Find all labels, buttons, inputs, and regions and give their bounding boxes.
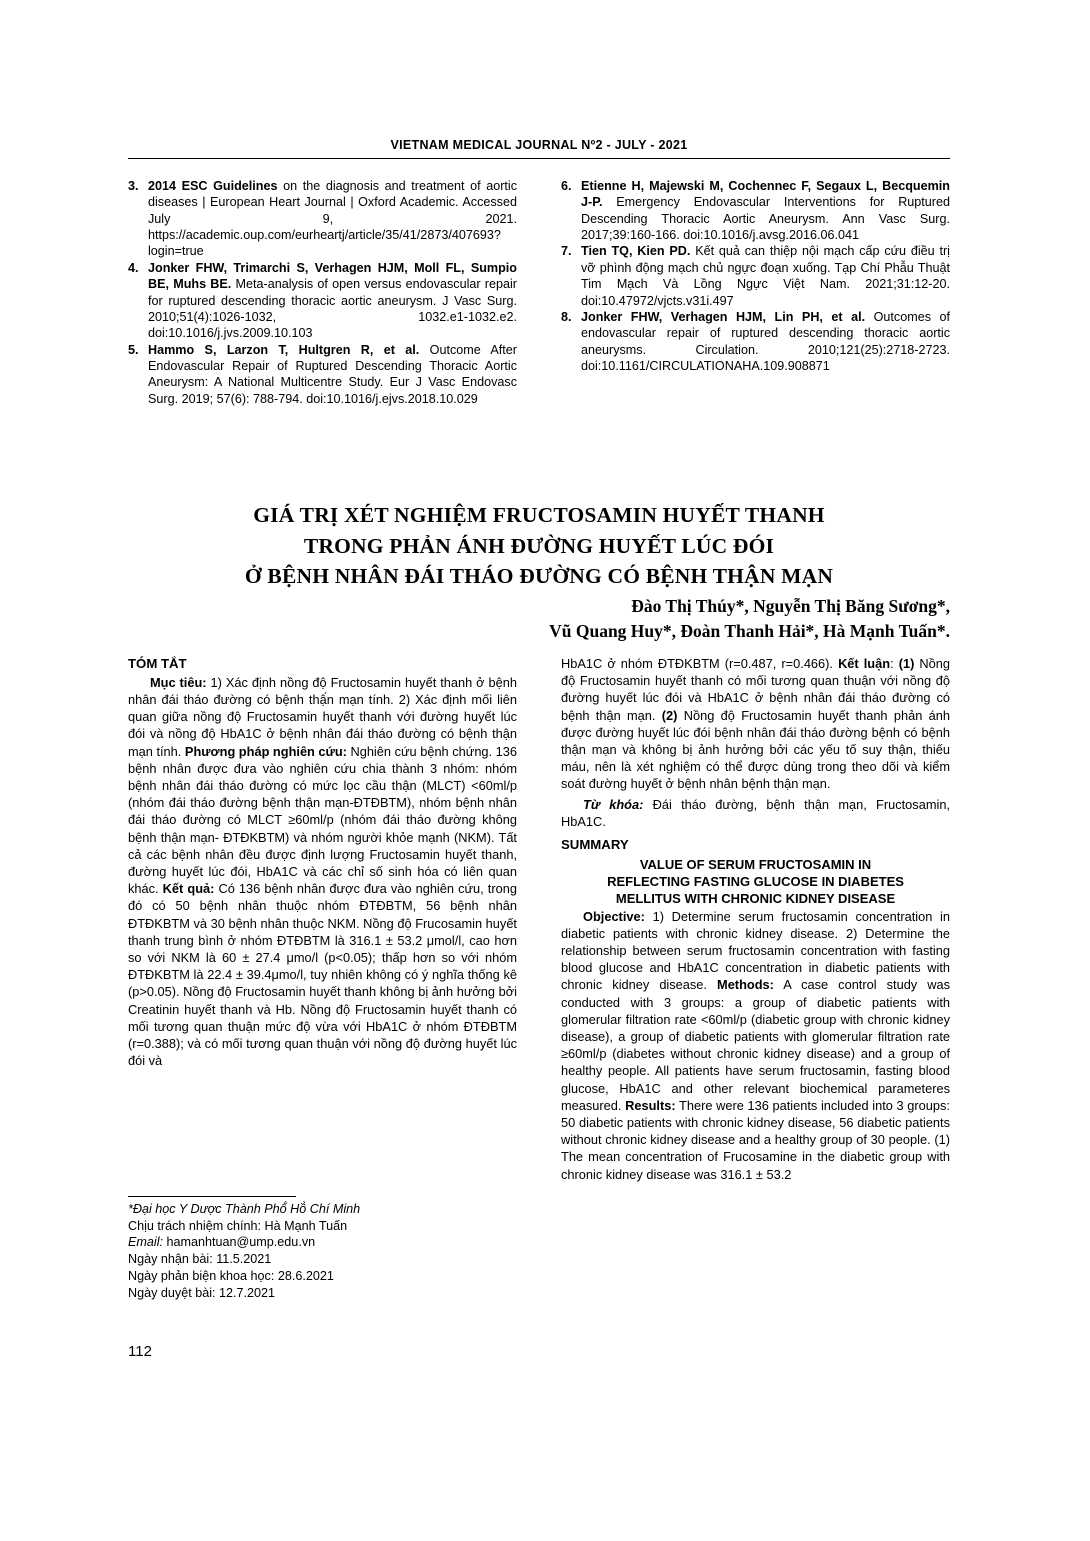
authors-line-1: Đào Thị Thúy*, Nguyễn Thị Băng Sương*, [631, 596, 950, 616]
footnote-corresponding: Chịu trách nhiệm chính: Hà Mạnh Tuấn [128, 1218, 348, 1233]
label-methods-vi: Phương pháp nghiên cứu: [184, 743, 347, 759]
footnote-divider [128, 1196, 296, 1197]
reference-number: 7. [561, 244, 572, 259]
abstract-vi-text-1: 1) Xác định nồng độ Fructosamin huyết thanh ở bệnh nhân đái tháo đường có bệnh thậ́n mạn tính. 2) Xác định mối liên quan giữa nồng độ Fructosamin huyết thanh với đường huyết lúc đói và nồng độ HbA1C ở bệnh nhân đái tháo đường có bệnh thận mạn tính. [128, 674, 517, 759]
reference-item [561, 178, 950, 243]
abstract-columns [128, 655, 950, 1183]
abstract-en-text-3: There were 136 patients included into 3 groups: 50 diabetic patients with chronic kidney disease, 56 diabetic patients without chronic kidney disease and a healthy group of 30 people. (1) The mean concentration of Frucosamine in the diabetic group with chronic kidney disease was 316.1 ± 53.2 [561, 1097, 950, 1182]
reference-item [561, 243, 950, 308]
label-results-vi: Kết quả: [162, 881, 215, 897]
keywords-vi-value: Đái tháo đường, bệnh thận mạn, Fructosamin, HbA1C. [561, 796, 950, 829]
keywords-vi-label: Từ khóa: [583, 796, 644, 812]
article-title-line-3: Ở BỆNH NHÂN ĐÁI THÁO ĐƯỜNG CÓ BỆNH THẬN MẠN [244, 564, 834, 589]
references-section [128, 178, 950, 407]
reference-authors: Jonker FHW, Verhagen HJM, Lin PH, et al. [581, 309, 866, 324]
abstract-en-text-2: A case control study was conducted with 3 groups: a group of diabetic patients with glomerular filtration rate <60ml/p (diabetic group with chronic kidney disease), a group of diabetic patients with glomerular filtration rate ≥60ml/p (diabetes without chronic kidney disease) and a group of healthy people. All patients have serum fructosamin, fasting blood glucose, HbA1C and other relevant biochemical parameteres measured. [561, 977, 951, 1113]
references-column-right [561, 178, 950, 407]
marker-one-vi: (1) [898, 656, 915, 671]
reference-text [148, 342, 517, 407]
label-results-en: Results: [625, 1097, 676, 1113]
reference-authors: Etienne H, Majewski M, Cochennec F, Segaux L, Becquemin J-P. [581, 179, 950, 210]
references-column-left [128, 178, 517, 407]
footnote-email [128, 1234, 517, 1251]
footnote-email-value: hamanhtuan@ump.edu.vn [163, 1235, 316, 1250]
reference-item [128, 260, 517, 342]
article-title [128, 500, 950, 592]
reference-number: 3. [128, 179, 139, 193]
label-methods-en: Methods: [717, 977, 774, 993]
summary-title-line-3: MELLITUS WITH CHRONIC KIDNEY DISEASE [615, 891, 896, 907]
authors-line-2: Vũ Quang Huy*, Đoàn Thanh Hải*, Hà Mạnh Tuấn*. [549, 620, 950, 641]
reference-number: 4. [128, 260, 139, 275]
summary-title-line-2: REFLECTING FASTING GLUCOSE IN DIABETES [607, 874, 904, 890]
reference-text [581, 178, 950, 243]
reference-number: 5. [128, 342, 139, 357]
running-head: VIETNAM MEDICAL JOURNAL Nº2 - JULY - 2021 [390, 138, 688, 152]
reference-number: 8. [561, 309, 572, 324]
footnote-accepted-date: Ngày duyệt bài: 12.7.2021 [128, 1285, 276, 1300]
footnote-email-label: Email: [128, 1235, 163, 1250]
abstract-en-text-1: 1) Determine serum fructosamin concentration in diabetic patients with chronic kidney disease. 2) Determine the relationship between serum fructosamin concentration with fasting blood glucose and HbA1C concentration in diabetic patients with chronic kidney disease. [561, 908, 950, 993]
abstract-vi-cont-text-2: : [890, 656, 899, 671]
reference-number: 6. [561, 179, 572, 193]
reference-item [128, 342, 517, 407]
page-number: 112 [128, 1343, 152, 1360]
abstract-vi-heading: TÓM TẮT [128, 656, 187, 671]
abstract-vi-continuation [561, 655, 950, 793]
reference-authors: Tien TQ, Kien PD. [581, 244, 691, 259]
summary-title-line-1: VALUE OF SERUM FRUCTOSAMIN IN [639, 856, 872, 872]
summary-heading: SUMMARY [561, 837, 629, 853]
label-objective-vi: Mục tiêu: [150, 674, 207, 690]
reference-authors: Hammo S, Larzon T, Hultgren R, et al. [148, 342, 420, 357]
footnote-affiliation [128, 1201, 517, 1218]
abstract-en-paragraph [561, 908, 950, 1183]
reference-text [581, 309, 950, 374]
article-title-line-2: TRONG PHẢN ÁNH ĐƯỜNG HUYẾT LÚC ĐÓI [303, 533, 775, 558]
footnote-affiliation-text: *Đại học Y Dược Thành Phố́ Hồ̀ Chí Minh [128, 1202, 361, 1216]
article-authors [128, 594, 950, 644]
footnote-received-date: Ngày nhận bài: 11.5.2021 [128, 1252, 272, 1267]
reference-details: on the diagnosis and treatment of aortic diseases | European Heart Journal | Oxford Academic. Accessed July 9, 2021. https://academic.oup.com/eurheartj/article/35/41/2873/407693?login=true [148, 179, 517, 259]
reference-item [128, 178, 517, 260]
reference-item [561, 309, 950, 374]
abstract-vi-cont-text-3: Nồng độ Fructosamin huyết thanh có mối tương quan thuận với nồng độ đường huyết lúc đói và HbA1C ở bệnh nhân đái tháo đường có bệnh thận mạn. [561, 656, 950, 723]
label-objective-en: Objective: [583, 908, 645, 924]
reference-details: Outcome After Endovascular Repair of Ruptured Descending Thoracic Aortic Aneurysm: A National Multicentre Study. Eur J Vasc Endovasc Surg. 2019; 57(6): 788-794. doi:10.1016/j.ejvs.2018.10.029 [148, 342, 518, 406]
label-conclusion-vi: Kết luận [838, 656, 891, 671]
reference-authors: 2014 ESC Guidelines [148, 179, 278, 193]
header-divider [128, 158, 950, 159]
abstract-vi-text-3: Có 136 bệnh nhân được đưa vào nghiên cứu, trong đó có 50 bệnh nhân thuộc nhóm ĐTĐBTM, 56 bệnh nhân ĐTĐKBTM và 30 bệnh nhân thuộc NKM [128, 881, 517, 931]
reference-details: Outcomes of endovascular repair of ruptured descending thoracic aortic aneurysms. Circulation. 2010;121(25):2718-2723. doi:10.1161/CIRCULATIONAHA.109.908871 [581, 309, 950, 373]
reference-authors: Jonker FHW, Trimarchi S, Verhagen HJM, Moll FL, Sumpio BE, Muhs BE. [148, 260, 517, 292]
reference-details: Emergency Endovascular Interventions for Ruptured Descending Thoracic Aortic Aneurysm. Ann Vasc Surg. 2017;39:160-166. doi:10.1016/j.avsg.2016.06.041 [581, 195, 950, 243]
abstract-vi-cont-text-4: Nồng độ Fructosamin huyết thanh phản ánh được đường huyết lúc đói bệnh nhân đái tháo đường bệnh có bệnh thận mạn và không bị ảnh hưởng bởi các yếu tố suy thận, thiếu máu, nên là xét nghiệm có thể được dùng trong theo dõi và kiểm soát đường huyết ở bệnh nhân bệnh thận mạn. [561, 707, 951, 792]
reference-text [148, 178, 517, 260]
article-title-line-1: GIÁ TRỊ XÉT NGHIỆM FRUCTOSAMIN HUYẾT THANH [253, 503, 825, 527]
footnote-review-date: Ngày phản biện khoa học: 28.6.2021 [128, 1268, 334, 1283]
abstract-vietnamese-column [128, 655, 517, 1183]
footnote-block [128, 1196, 517, 1301]
abstract-vi-text-4: . Nồng độ Frucosamin huyết thanh trung bình ở nhóm ĐTĐBTM là 316.1 ± 53.2 μmol/l, cao hơn so với NKM là 60 ± 27.4 μmo/l (p<0.05); thấp hơn so với nhóm ĐTĐKBTM là 22.4 ± 39.4μmo/l, tuy nhiên không có ý nghĩa thống kê (p>0.05). Nồng độ Fructosamin huyết thanh không bị ảnh hưởng bởi Creatinin huyết thanh và Hb. Nồng độ Fructosamin huyết thanh có mối tương quan thuận mức độ vừa với HbA1C ở nhóm ĐTĐBTM (r=0.388); và có mối tương quan thuận với nồng độ đường huyết lúc đói và [128, 915, 517, 1069]
summary-title [561, 856, 950, 908]
keywords-vi [561, 796, 950, 830]
abstract-vi-cont-text-1: HbA1C ở nhóm ĐTĐKBTM (r=0.487, r=0.466). [561, 656, 839, 671]
reference-details: Kết quả can thiệp nội mạch cấp cứu điều trị vỡ phình động mạch chủ ngực đoạn xuống. Tạp Chí Phẫu Thuật Tim Mạch Và Lồng Ngực Việt Nam. 2021;31:12-20. doi:10.47972/vjcts.v31i.497 [581, 244, 950, 308]
abstract-right-column [561, 655, 950, 1183]
abstract-vi-text-2: Nghiên cứu bệnh chứng. 136 bệnh nhân được đưa vào nghiên cứu chia thành 3 nhóm: nhóm bệnh nhân đái tháo đường có mức lọc cầu thận (MLCT) <60ml/p (nhóm đái tháo đường bệnh thận mạn-ĐTĐBTM), nhóm bệnh nhân đái tháo đường có MLCT ≥60ml/p (nhóm đái tháo đường không bệnh thận mạn- ĐTĐKBTM) và nhóm người khỏe mạnh (NKM). Tất cả các bệnh nhân đều được định lượng Fructosamin huyết thanh, đường huyết lúc đói, HbA1C và các chỉ số sinh hóa có liên quan khác. [128, 743, 518, 897]
marker-two-vi: (2) [661, 707, 678, 723]
reference-details: Meta-analysis of open versus endovascular repair for ruptured descending thoracic aortic aneurysm. J Vasc Surg. 2010;51(4):1026-1032, 1032.e1-1032.e2. doi:10.1016/j.jvs.2009.10.103 [148, 277, 517, 341]
reference-text [581, 243, 950, 308]
abstract-vi-paragraph [128, 674, 517, 1070]
reference-text [148, 260, 517, 342]
